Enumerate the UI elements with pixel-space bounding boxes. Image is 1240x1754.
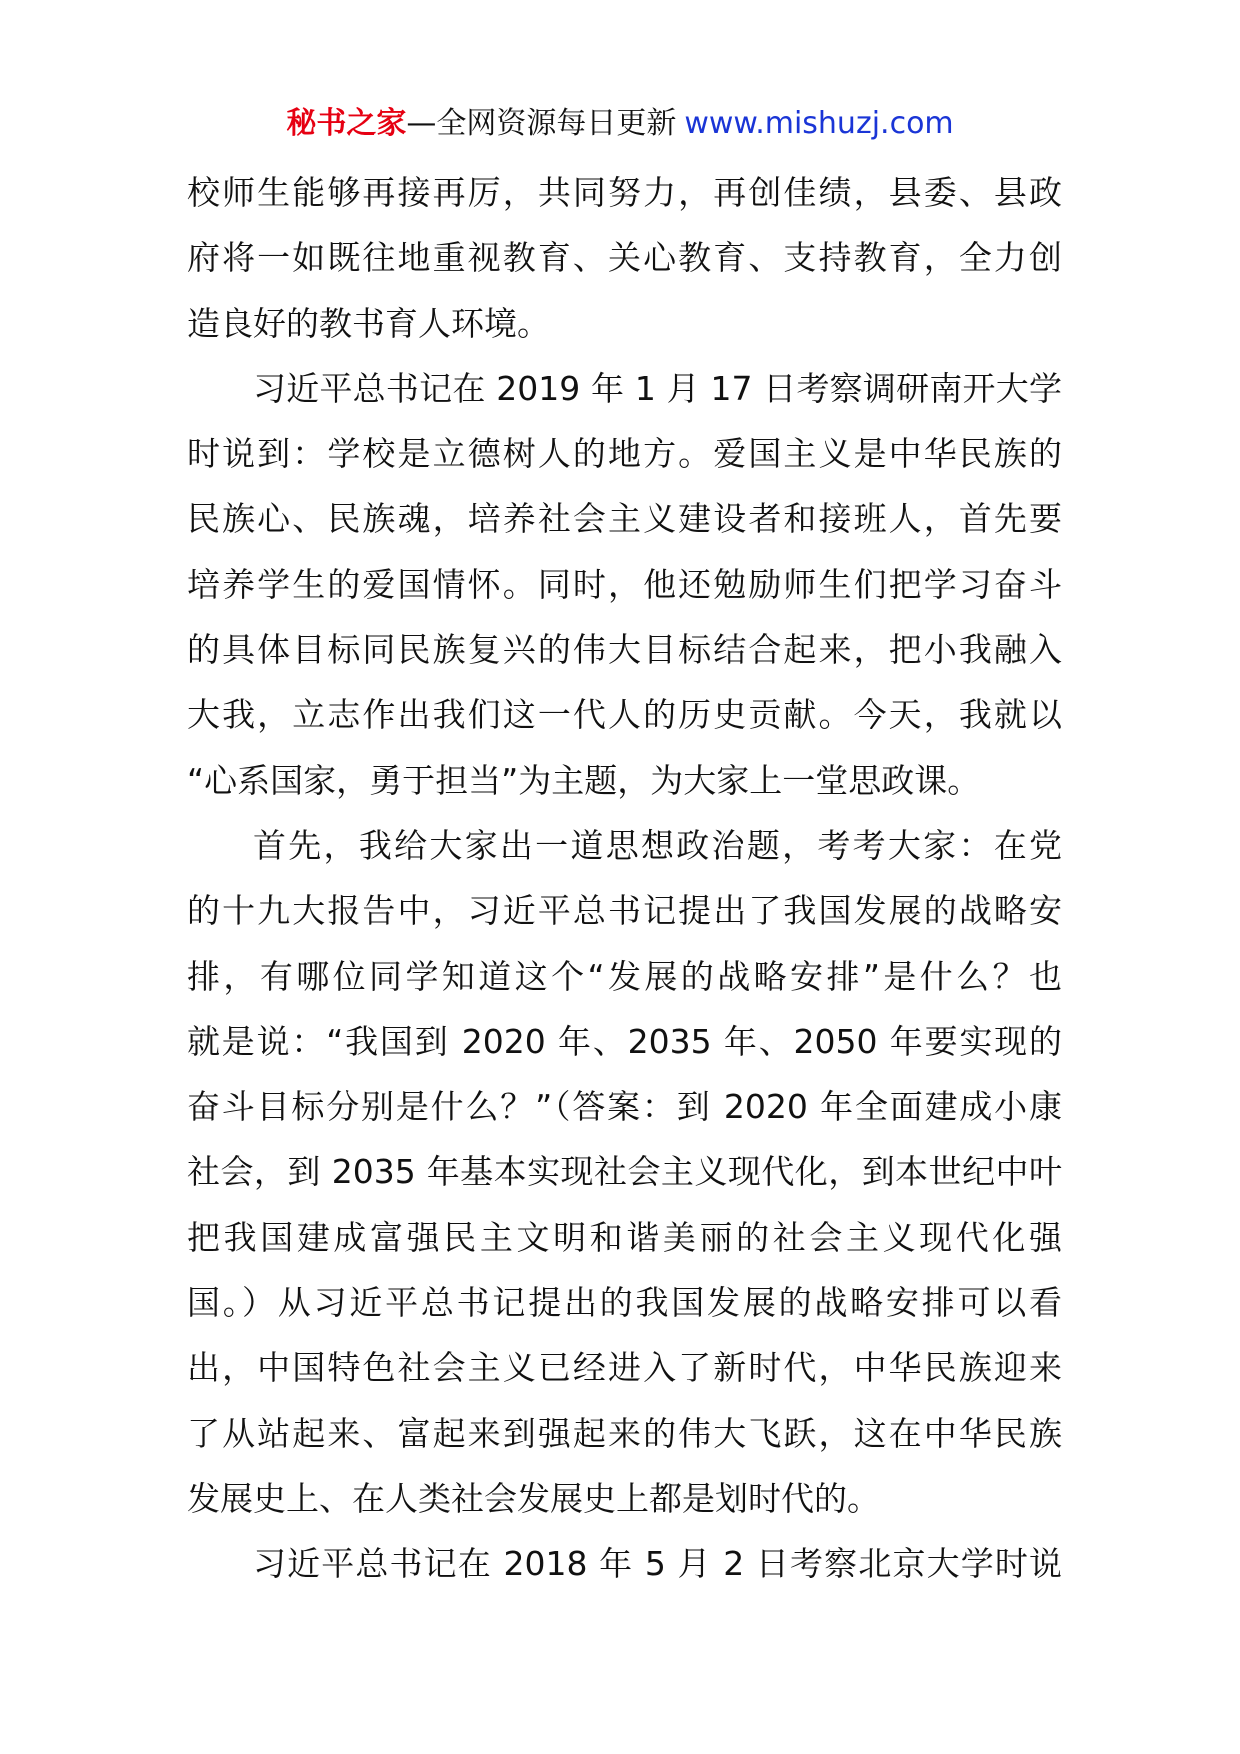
text-line: “心系国家，勇于担当”为主题，为大家上一堂思政课。 <box>187 760 981 800</box>
text-line: 奋斗目标分别是什么？”（答案：到 2020 年全面建成小康 <box>187 1087 1062 1127</box>
text-line: 民族心、民族魂，培养社会主义建设者和接班人，首先要 <box>187 499 1062 539</box>
text-line: 发展史上、在人类社会发展史上都是划时代的。 <box>187 1478 880 1518</box>
text-line: 的具体目标同民族复兴的伟大目标结合起来，把小我融入 <box>187 630 1062 670</box>
brand-name: 秘书之家 <box>286 106 407 141</box>
text-line: 习近平总书记在 2018 年 5 月 2 日考察北京大学时说 <box>253 1544 1062 1584</box>
text-line: 出，中国特色社会主义已经进入了新时代，中华民族迎来 <box>187 1348 1062 1388</box>
text-line: 就是说：“我国到 2020 年、2035 年、2050 年要实现的 <box>187 1021 1062 1061</box>
text-line: 造良好的教书育人环境。 <box>187 303 550 343</box>
text-line: 首先，我给大家出一道思想政治题，考考大家：在党 <box>253 825 1062 865</box>
text-line: 大我，立志作出我们这一代人的历史贡献。今天，我就以 <box>187 695 1062 735</box>
text-line: 了从站起来、富起来到强起来的伟大飞跃，这在中华民族 <box>187 1413 1062 1453</box>
text-line: 培养学生的爱国情怀。同时，他还勉励师生们把学习奋斗 <box>187 564 1062 604</box>
text-line: 把我国建成富强民主文明和谐美丽的社会主义现代化强 <box>187 1217 1062 1257</box>
text-line: 排，有哪位同学知道这个“发展的战略安排”是什么？也 <box>187 956 1062 996</box>
text-line: 习近平总书记在 2019 年 1 月 17 日考察调研南开大学 <box>253 368 1062 408</box>
page-header <box>0 104 1240 144</box>
text-line: 时说到：学校是立德树人的地方。爱国主义是中华民族的 <box>187 434 1062 474</box>
header-tagline: —全网资源每日更新 <box>406 106 677 141</box>
text-line: 的十九大报告中，习近平总书记提出了我国发展的战略安 <box>187 891 1062 931</box>
text-line: 校师生能够再接再厉，共同努力，再创佳绩，县委、县政 <box>187 173 1062 212</box>
site-url-link[interactable]: www.mishuzj.com <box>684 106 954 141</box>
text-line: 社会，到 2035 年基本实现社会主义现代化，到本世纪中叶 <box>187 1152 1062 1192</box>
document-body <box>187 160 1062 1597</box>
text-line: 府将一如既往地重视教育、关心教育、支持教育，全力创 <box>187 238 1062 278</box>
text-line: 国。）从习近平总书记提出的我国发展的战略安排可以看 <box>187 1283 1062 1323</box>
